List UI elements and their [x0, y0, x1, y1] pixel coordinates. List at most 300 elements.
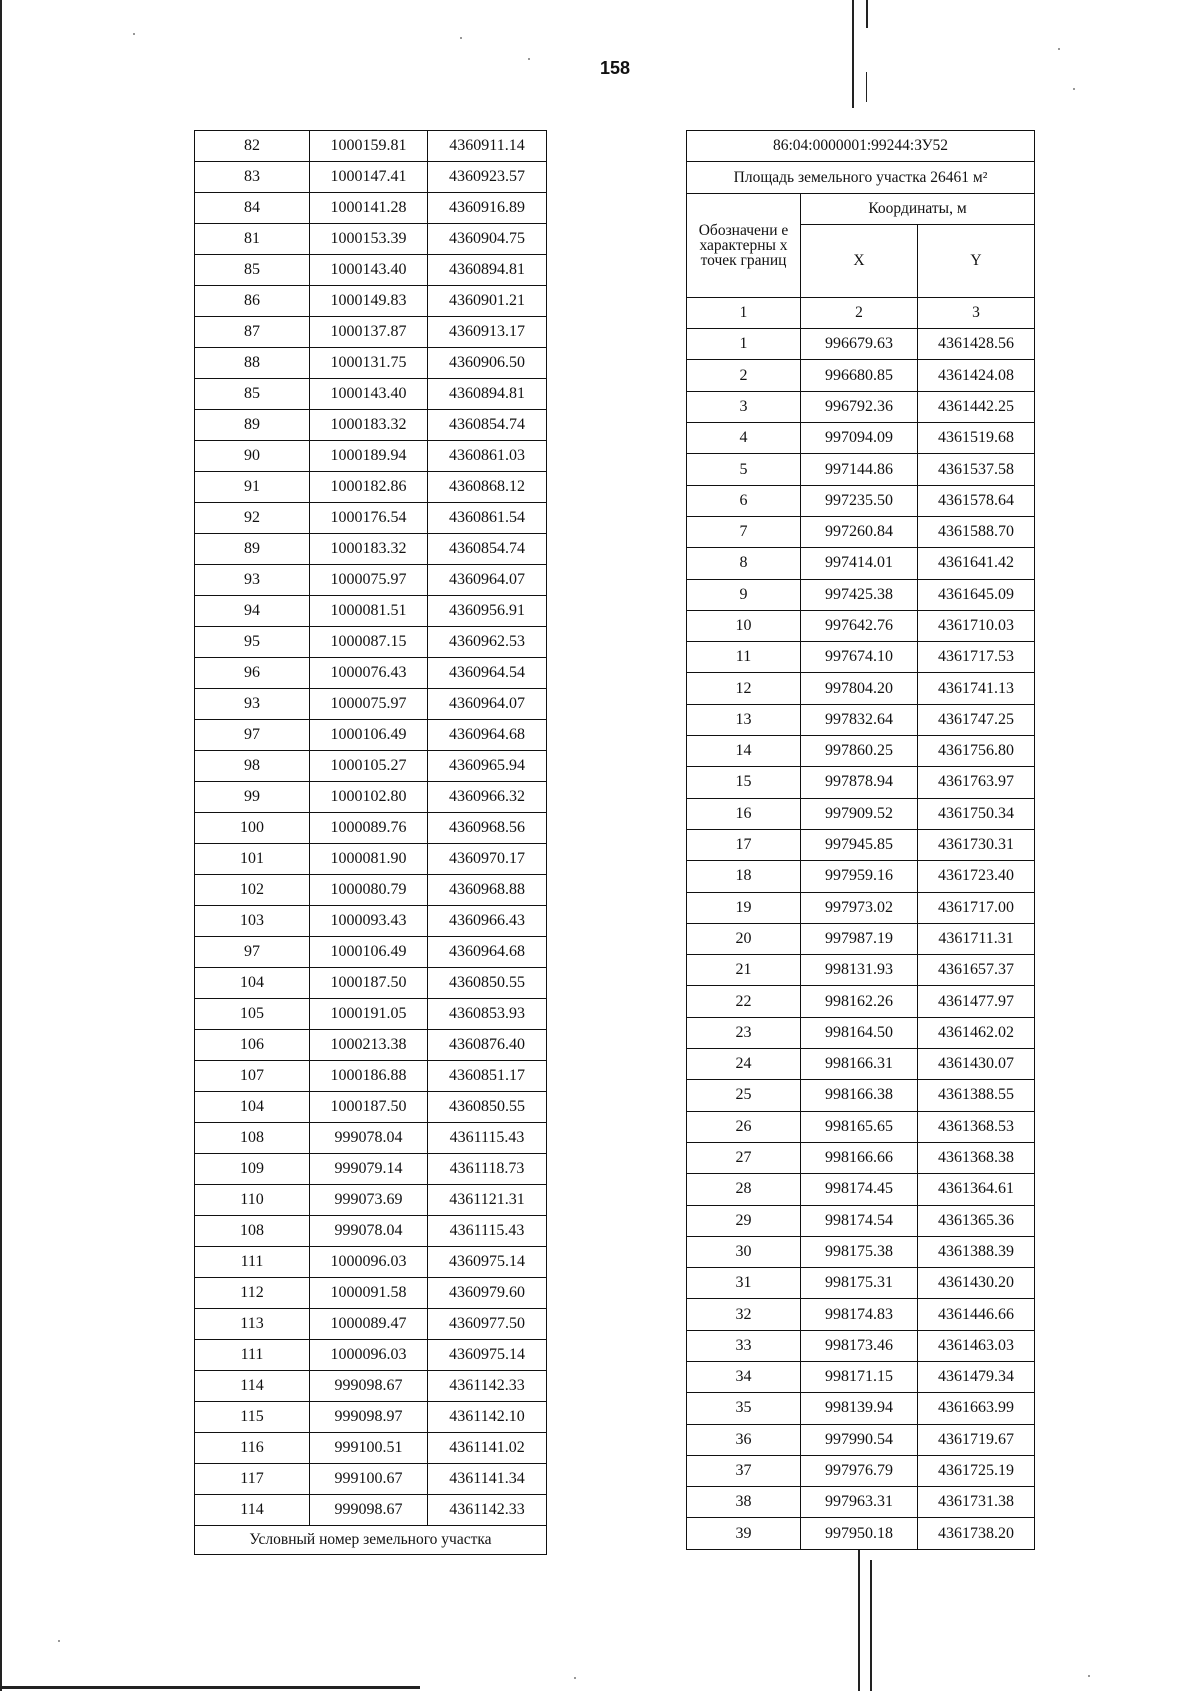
- y-coordinate: 4360964.07: [428, 565, 547, 596]
- point-number: 33: [687, 1330, 801, 1361]
- y-coordinate: 4361725.19: [918, 1455, 1035, 1486]
- x-coordinate: 1000081.51: [310, 596, 428, 627]
- x-coordinate: 1000187.50: [310, 968, 428, 999]
- y-coordinate: 4360850.55: [428, 968, 547, 999]
- y-coordinate: 4360861.54: [428, 503, 547, 534]
- scan-binding-line: [852, 0, 854, 108]
- point-number: 88: [195, 348, 310, 379]
- y-coordinate: 4360965.94: [428, 751, 547, 782]
- table-row: [687, 329, 1035, 360]
- x-coordinate: 1000189.94: [310, 441, 428, 472]
- point-number: 87: [195, 317, 310, 348]
- y-coordinate: 4361723.40: [918, 861, 1035, 892]
- y-header: Y: [918, 224, 1035, 297]
- table-row: [195, 472, 547, 503]
- x-coordinate: 997990.54: [801, 1424, 918, 1455]
- table-row: [195, 348, 547, 379]
- y-coordinate: 4360970.17: [428, 844, 547, 875]
- x-coordinate: 997878.94: [801, 767, 918, 798]
- y-coordinate: 4361663.99: [918, 1393, 1035, 1424]
- y-coordinate: 4361747.25: [918, 704, 1035, 735]
- point-number: 10: [687, 610, 801, 641]
- point-number: 104: [195, 1092, 310, 1123]
- table-row: [687, 548, 1035, 579]
- x-coordinate: 998166.38: [801, 1080, 918, 1111]
- x-coordinate: 1000149.83: [310, 286, 428, 317]
- point-number: 100: [195, 813, 310, 844]
- y-coordinate: 4361430.07: [918, 1049, 1035, 1080]
- y-coordinate: 4360964.07: [428, 689, 547, 720]
- point-number: 89: [195, 410, 310, 441]
- table-row: [195, 255, 547, 286]
- point-number: 11: [687, 642, 801, 673]
- scan-edge-line: [0, 0, 2, 1691]
- y-coordinate: 4361741.13: [918, 673, 1035, 704]
- point-number: 25: [687, 1080, 801, 1111]
- scan-speck: [1073, 88, 1075, 90]
- y-coordinate: 4360854.74: [428, 534, 547, 565]
- y-coordinate: 4361711.31: [918, 923, 1035, 954]
- point-number: 18: [687, 861, 801, 892]
- x-coordinate: 999098.67: [310, 1495, 428, 1526]
- point-number: 1: [687, 329, 801, 360]
- y-coordinate: 4360861.03: [428, 441, 547, 472]
- y-coordinate: 4361368.53: [918, 1111, 1035, 1142]
- point-number: 114: [195, 1495, 310, 1526]
- point-number: 85: [195, 255, 310, 286]
- x-coordinate: 998174.54: [801, 1205, 918, 1236]
- y-coordinate: 4360968.56: [428, 813, 547, 844]
- y-coordinate: 4361388.39: [918, 1236, 1035, 1267]
- x-coordinate: 1000091.58: [310, 1278, 428, 1309]
- scan-speck: [58, 1640, 60, 1642]
- table-row: [687, 1017, 1035, 1048]
- y-coordinate: 4361588.70: [918, 516, 1035, 547]
- point-number: 32: [687, 1299, 801, 1330]
- table-row: [687, 798, 1035, 829]
- y-coordinate: 4361657.37: [918, 955, 1035, 986]
- scan-speck: [574, 1677, 576, 1679]
- y-coordinate: 4360854.74: [428, 410, 547, 441]
- table-row: [195, 658, 547, 689]
- x-coordinate: 997832.64: [801, 704, 918, 735]
- x-coordinate: 997860.25: [801, 736, 918, 767]
- table-row: [195, 441, 547, 472]
- table-row: [687, 610, 1035, 641]
- table-row: [687, 516, 1035, 547]
- x-coordinate: 996679.63: [801, 329, 918, 360]
- y-coordinate: 4361142.10: [428, 1402, 547, 1433]
- x-coordinate: 1000081.90: [310, 844, 428, 875]
- x-coordinate: 1000186.88: [310, 1061, 428, 1092]
- point-number: 3: [687, 391, 801, 422]
- y-coordinate: 4360977.50: [428, 1309, 547, 1340]
- x-coordinate: 1000080.79: [310, 875, 428, 906]
- y-coordinate: 4360868.12: [428, 472, 547, 503]
- x-coordinate: 1000093.43: [310, 906, 428, 937]
- point-number: 101: [195, 844, 310, 875]
- x-coordinate: 996792.36: [801, 391, 918, 422]
- point-number: 113: [195, 1309, 310, 1340]
- point-number: 117: [195, 1464, 310, 1495]
- point-number: 107: [195, 1061, 310, 1092]
- point-number: 99: [195, 782, 310, 813]
- table-row: [687, 1424, 1035, 1455]
- y-coordinate: 4360966.43: [428, 906, 547, 937]
- y-coordinate: 4360975.14: [428, 1340, 547, 1371]
- parcel-number-caption: Условный номер земельного участка: [195, 1526, 547, 1555]
- scan-binding-line: [870, 1560, 872, 1691]
- y-coordinate: 4360901.21: [428, 286, 547, 317]
- y-coordinate: 4361750.34: [918, 798, 1035, 829]
- point-number: 5: [687, 454, 801, 485]
- table-row: [195, 1402, 547, 1433]
- point-number: 84: [195, 193, 310, 224]
- table-row: [195, 627, 547, 658]
- x-coordinate: 1000105.27: [310, 751, 428, 782]
- x-coordinate: 998166.66: [801, 1142, 918, 1173]
- x-coordinate: 999098.67: [310, 1371, 428, 1402]
- x-coordinate: 1000102.80: [310, 782, 428, 813]
- y-coordinate: 4361730.31: [918, 829, 1035, 860]
- x-coordinate: 1000131.75: [310, 348, 428, 379]
- table-row: [687, 1361, 1035, 1392]
- x-coordinate: 997973.02: [801, 892, 918, 923]
- scan-speck: [528, 58, 530, 60]
- table-row: [687, 1174, 1035, 1205]
- left-coordinates-table: [194, 130, 547, 1555]
- point-number: 108: [195, 1123, 310, 1154]
- y-coordinate: 4361442.25: [918, 391, 1035, 422]
- table-row: [687, 1518, 1035, 1549]
- y-coordinate: 4360911.14: [428, 131, 547, 162]
- x-coordinate: 1000141.28: [310, 193, 428, 224]
- y-coordinate: 4360904.75: [428, 224, 547, 255]
- x-coordinate: 1000191.05: [310, 999, 428, 1030]
- table-row: [687, 485, 1035, 516]
- x-coordinate: 998175.38: [801, 1236, 918, 1267]
- table-row: [195, 1185, 547, 1216]
- y-coordinate: 4361462.02: [918, 1017, 1035, 1048]
- y-coordinate: 4361519.68: [918, 423, 1035, 454]
- point-number: 86: [195, 286, 310, 317]
- point-number: 16: [687, 798, 801, 829]
- table-row: [687, 892, 1035, 923]
- x-coordinate: 1000106.49: [310, 937, 428, 968]
- table-row: [195, 565, 547, 596]
- y-coordinate: 4361141.02: [428, 1433, 547, 1464]
- point-number: 4: [687, 423, 801, 454]
- y-coordinate: 4361118.73: [428, 1154, 547, 1185]
- table-row: [195, 1247, 547, 1278]
- point-number: 96: [195, 658, 310, 689]
- y-coordinate: 4361365.36: [918, 1205, 1035, 1236]
- table-row: [195, 1433, 547, 1464]
- table-row: [195, 224, 547, 255]
- x-coordinate: 1000087.15: [310, 627, 428, 658]
- y-coordinate: 4361645.09: [918, 579, 1035, 610]
- table-row: [195, 193, 547, 224]
- table-row: [687, 704, 1035, 735]
- right-table-body: [687, 329, 1035, 1550]
- x-coordinate: 1000147.41: [310, 162, 428, 193]
- point-number: 93: [195, 565, 310, 596]
- table-row: [687, 736, 1035, 767]
- point-number: 8: [687, 548, 801, 579]
- y-coordinate: 4360913.17: [428, 317, 547, 348]
- table-row: [687, 673, 1035, 704]
- x-coordinate: 1000213.38: [310, 1030, 428, 1061]
- table-row: [195, 1123, 547, 1154]
- point-number: 38: [687, 1487, 801, 1518]
- point-number: 6: [687, 485, 801, 516]
- y-coordinate: 4361430.20: [918, 1268, 1035, 1299]
- x-coordinate: 997987.19: [801, 923, 918, 954]
- x-coordinate: 997959.16: [801, 861, 918, 892]
- table-row: [195, 844, 547, 875]
- point-number: 97: [195, 937, 310, 968]
- point-number: 9: [687, 579, 801, 610]
- y-coordinate: 4360975.14: [428, 1247, 547, 1278]
- x-coordinate: 1000143.40: [310, 255, 428, 286]
- table-row: [195, 1371, 547, 1402]
- table-row: [687, 1330, 1035, 1361]
- point-number: 14: [687, 736, 801, 767]
- table-row: [195, 1154, 547, 1185]
- y-coordinate: 4361756.80: [918, 736, 1035, 767]
- table-row: [195, 751, 547, 782]
- x-coordinate: 999078.04: [310, 1216, 428, 1247]
- x-coordinate: 997260.84: [801, 516, 918, 547]
- point-number: 109: [195, 1154, 310, 1185]
- x-coordinate: 998174.83: [801, 1299, 918, 1330]
- table-row: [195, 534, 547, 565]
- point-number: 31: [687, 1268, 801, 1299]
- table-row: [195, 813, 547, 844]
- x-coordinate: 998164.50: [801, 1017, 918, 1048]
- table-row: [195, 720, 547, 751]
- page-number: 158: [599, 58, 631, 78]
- x-coordinate: 996680.85: [801, 360, 918, 391]
- table-row: [687, 1455, 1035, 1486]
- y-coordinate: 4361428.56: [918, 329, 1035, 360]
- point-number: 36: [687, 1424, 801, 1455]
- y-coordinate: 4361537.58: [918, 454, 1035, 485]
- area-row: [687, 162, 1035, 193]
- y-coordinate: 4361710.03: [918, 610, 1035, 641]
- point-number: 103: [195, 906, 310, 937]
- table-row: [195, 1030, 547, 1061]
- y-coordinate: 4361477.97: [918, 986, 1035, 1017]
- point-number: 92: [195, 503, 310, 534]
- y-coordinate: 4360968.88: [428, 875, 547, 906]
- y-coordinate: 4360964.54: [428, 658, 547, 689]
- y-coordinate: 4361368.38: [918, 1142, 1035, 1173]
- table-row: [195, 410, 547, 441]
- table-row: [195, 503, 547, 534]
- table-row: [687, 1142, 1035, 1173]
- x-coordinate: 1000089.76: [310, 813, 428, 844]
- point-designation-header: Обозначени е характерны х точек границ: [687, 193, 801, 297]
- x-coordinate: 997976.79: [801, 1455, 918, 1486]
- table-row: [687, 1236, 1035, 1267]
- point-number: 26: [687, 1111, 801, 1142]
- y-coordinate: 4361424.08: [918, 360, 1035, 391]
- x-coordinate: 998162.26: [801, 986, 918, 1017]
- point-number: 85: [195, 379, 310, 410]
- x-coordinate: 997674.10: [801, 642, 918, 673]
- point-number: 112: [195, 1278, 310, 1309]
- point-number: 115: [195, 1402, 310, 1433]
- table-row: [195, 596, 547, 627]
- table-row: [687, 1205, 1035, 1236]
- table-row: [687, 986, 1035, 1017]
- y-coordinate: 4361115.43: [428, 1123, 547, 1154]
- x-coordinate: 998139.94: [801, 1393, 918, 1424]
- scan-speck: [133, 33, 135, 35]
- point-number: 105: [195, 999, 310, 1030]
- x-coordinate: 997804.20: [801, 673, 918, 704]
- table-row: [195, 1278, 547, 1309]
- table-row: [687, 861, 1035, 892]
- y-coordinate: 4360851.17: [428, 1061, 547, 1092]
- point-number: 28: [687, 1174, 801, 1205]
- y-coordinate: 4361479.34: [918, 1361, 1035, 1392]
- left-table-body: [195, 131, 547, 1526]
- x-coordinate: 999079.14: [310, 1154, 428, 1185]
- table-row: [195, 1092, 547, 1123]
- table-row: [195, 317, 547, 348]
- point-number: 81: [195, 224, 310, 255]
- x-coordinate: 1000137.87: [310, 317, 428, 348]
- y-coordinate: 4360906.50: [428, 348, 547, 379]
- point-number: 111: [195, 1340, 310, 1371]
- scan-binding-line: [866, 0, 868, 28]
- point-number: 19: [687, 892, 801, 923]
- x-coordinate: 1000182.86: [310, 472, 428, 503]
- x-coordinate: 997642.76: [801, 610, 918, 641]
- point-number: 91: [195, 472, 310, 503]
- point-number: 34: [687, 1361, 801, 1392]
- y-coordinate: 4360853.93: [428, 999, 547, 1030]
- y-coordinate: 4361141.34: [428, 1464, 547, 1495]
- table-row: [195, 968, 547, 999]
- y-coordinate: 4360964.68: [428, 937, 547, 968]
- scan-binding-line: [866, 72, 867, 102]
- point-number: 89: [195, 534, 310, 565]
- cadastral-number: 86:04:0000001:99244:ЗУ52: [687, 131, 1035, 162]
- y-coordinate: 4361364.61: [918, 1174, 1035, 1205]
- y-coordinate: 4361763.97: [918, 767, 1035, 798]
- table-row: [687, 923, 1035, 954]
- column-number-1: 1: [687, 297, 801, 328]
- point-number: 2: [687, 360, 801, 391]
- table-row: [195, 162, 547, 193]
- x-coordinate: 997945.85: [801, 829, 918, 860]
- point-number: 7: [687, 516, 801, 547]
- y-coordinate: 4361641.42: [918, 548, 1035, 579]
- x-coordinate: 998131.93: [801, 955, 918, 986]
- right-coordinates-table: [686, 130, 1035, 1550]
- left-table-footer-row: [195, 1526, 547, 1555]
- table-row: [195, 875, 547, 906]
- x-header: X: [801, 224, 918, 297]
- x-coordinate: 997963.31: [801, 1487, 918, 1518]
- y-coordinate: 4361446.66: [918, 1299, 1035, 1330]
- y-coordinate: 4360964.68: [428, 720, 547, 751]
- parcel-area: Площадь земельного участка 26461 м²: [687, 162, 1035, 193]
- table-row: [687, 1080, 1035, 1111]
- x-coordinate: 1000075.97: [310, 689, 428, 720]
- point-number: 83: [195, 162, 310, 193]
- table-row: [687, 955, 1035, 986]
- y-coordinate: 4361717.53: [918, 642, 1035, 673]
- point-number: 23: [687, 1017, 801, 1048]
- header-row: [687, 193, 1035, 224]
- column-number-row: [687, 297, 1035, 328]
- table-row: [687, 454, 1035, 485]
- point-number: 95: [195, 627, 310, 658]
- table-row: [687, 423, 1035, 454]
- table-row: [195, 286, 547, 317]
- y-coordinate: 4360894.81: [428, 379, 547, 410]
- point-number: 22: [687, 986, 801, 1017]
- point-number: 106: [195, 1030, 310, 1061]
- x-coordinate: 999098.97: [310, 1402, 428, 1433]
- table-row: [195, 1464, 547, 1495]
- table-row: [195, 379, 547, 410]
- point-number: 24: [687, 1049, 801, 1080]
- x-coordinate: 999100.51: [310, 1433, 428, 1464]
- x-coordinate: 997414.01: [801, 548, 918, 579]
- table-row: [195, 1061, 547, 1092]
- x-coordinate: 1000089.47: [310, 1309, 428, 1340]
- table-row: [195, 1340, 547, 1371]
- scan-edge-line: [0, 1686, 420, 1689]
- column-number-2: 2: [801, 297, 918, 328]
- x-coordinate: 999100.67: [310, 1464, 428, 1495]
- scan-speck: [1088, 1675, 1090, 1677]
- table-row: [687, 767, 1035, 798]
- point-number: 110: [195, 1185, 310, 1216]
- table-row: [687, 1393, 1035, 1424]
- cadastral-number-row: [687, 131, 1035, 162]
- point-number: 30: [687, 1236, 801, 1267]
- x-coordinate: 997094.09: [801, 423, 918, 454]
- point-number: 37: [687, 1455, 801, 1486]
- table-row: [687, 1487, 1035, 1518]
- point-number: 116: [195, 1433, 310, 1464]
- table-row: [195, 1216, 547, 1247]
- table-row: [195, 906, 547, 937]
- y-coordinate: 4361463.03: [918, 1330, 1035, 1361]
- point-number: 108: [195, 1216, 310, 1247]
- y-coordinate: 4361738.20: [918, 1518, 1035, 1549]
- x-coordinate: 998173.46: [801, 1330, 918, 1361]
- point-number: 97: [195, 720, 310, 751]
- table-row: [687, 1049, 1035, 1080]
- x-coordinate: 997909.52: [801, 798, 918, 829]
- x-coordinate: 1000176.54: [310, 503, 428, 534]
- x-coordinate: 998166.31: [801, 1049, 918, 1080]
- x-coordinate: 998174.45: [801, 1174, 918, 1205]
- point-number: 104: [195, 968, 310, 999]
- x-coordinate: 1000159.81: [310, 131, 428, 162]
- y-coordinate: 4360966.32: [428, 782, 547, 813]
- x-coordinate: 999078.04: [310, 1123, 428, 1154]
- point-number: 27: [687, 1142, 801, 1173]
- point-number: 114: [195, 1371, 310, 1402]
